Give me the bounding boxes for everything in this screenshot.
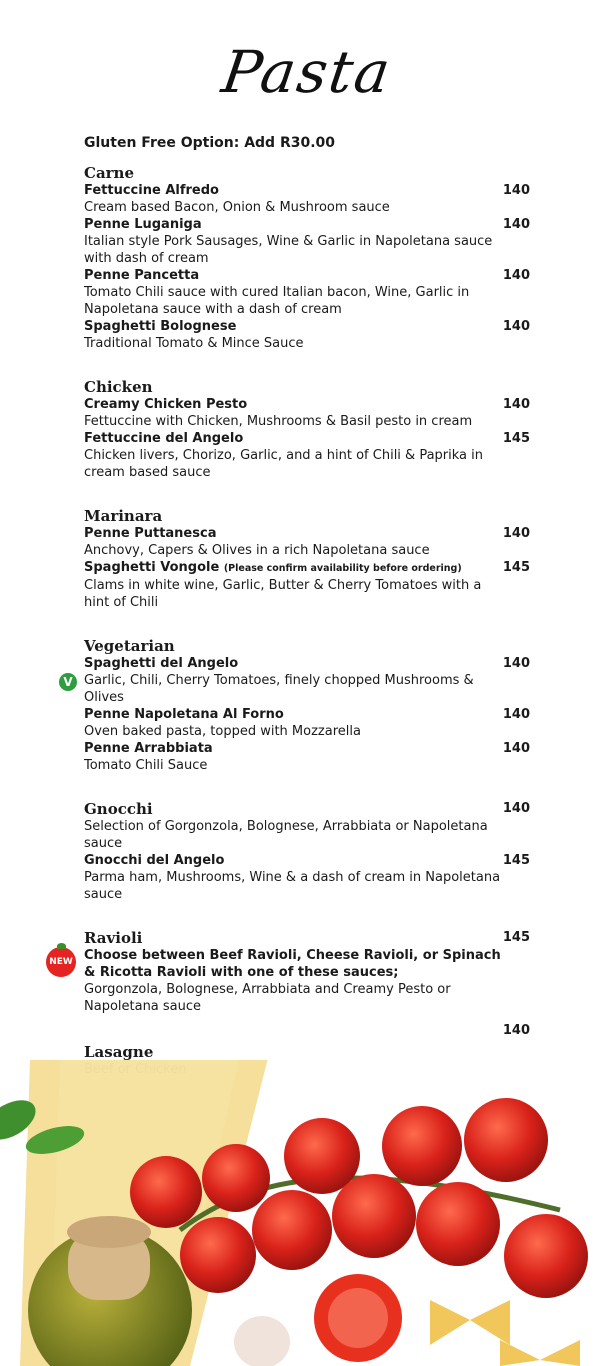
section-title: Marinara [84,507,163,525]
item-desc: Parma ham, Mushrooms, Wine & a dash of cream in Napoletana sauce [84,870,501,902]
section-title: Gnocchi 140 [84,800,530,818]
item-desc: Italian style Pork Sausages, Wine & Garlic in Napoletana sauce with dash of cream [84,234,493,266]
item-name: Spaghetti Vongole [84,560,220,575]
item-desc: Gorgonzola, Bolognese, Arrabbiata and Creamy Pesto or Napoletana sauce [84,982,451,1014]
item-desc: Tomato Chili sauce with cured Italian bacon, Wine, Garlic in Napoletana sauce with a dash of cream [84,285,470,317]
section-marinara [84,507,530,611]
item-name: Creamy Chicken Pesto [84,397,248,412]
section-title: Vegetarian [84,637,175,655]
section-chicken [84,378,530,481]
section-title: Chicken [84,378,153,396]
menu-item [84,706,530,740]
menu-item [84,740,530,774]
item-desc: Oven baked pasta, topped with Mozzarella [84,724,361,739]
item-price: 145 [502,431,530,446]
new-badge: NEW [46,947,76,977]
item-name: Fettuccine Alfredo [84,183,219,198]
item-price: 140 [502,526,530,541]
item-desc: Fettuccine with Chicken, Mushrooms & Basil pesto in cream [84,414,473,429]
item-desc: Traditional Tomato & Mince Sauce [84,336,304,351]
item-price: 140 [502,268,530,283]
menu-item [84,852,530,903]
item-price: 140 [502,656,530,671]
item-price: 145 [502,930,530,945]
section-gnocchi [84,800,530,903]
food-illustration-svg [0,1060,614,1366]
menu-item [84,525,530,559]
menu-item [84,430,530,481]
item-name: Gnocchi del Angelo [84,853,225,868]
section-title: Lasagne [84,1043,154,1061]
item-desc: Selection of Gorgonzola, Bolognese, Arrabbiata or Napoletana sauce [84,819,488,851]
item-desc: Clams in white wine, Garlic, Butter & Cherry Tomatoes with a hint of Chili [84,578,482,610]
availability-note: (Please confirm availability before ordering) [223,563,462,574]
section-vegetarian [63,637,530,774]
item-price: 140 [502,217,530,232]
item-price: 140 [502,319,530,334]
menu-item [84,559,530,611]
item-name: Penne Pancetta [84,268,200,283]
gluten-free-notice: Gluten Free Option: Add R30.00 [84,135,336,151]
item-price: 140 [502,801,530,816]
item-name: Penne Arrabbiata [84,741,213,756]
section-title: Ravioli 145 [84,929,530,947]
item-name: Penne Luganiga [84,217,202,232]
item-desc: Garlic, Chili, Cherry Tomatoes, finely chopped Mushrooms & Olives [84,673,474,705]
menu [49,164,530,1104]
section-ravioli [49,929,530,1015]
menu-item [63,655,530,706]
item-name: Penne Puttanesca [84,526,217,541]
item-name: Penne Napoletana Al Forno [84,707,284,722]
vegetarian-icon: V [59,673,77,691]
item-price: 145 [502,853,530,868]
item-desc: Chicken livers, Chorizo, Garlic, and a hint of Chili & Paprika in cream based sauce [84,448,484,480]
item-name: Spaghetti del Angelo [84,656,239,671]
page-title: Pasta [217,38,397,106]
item-name: Fettuccine del Angelo [84,431,244,446]
menu-item [84,396,530,430]
item-desc: Tomato Chili Sauce [84,758,208,773]
item-price: 140 [502,707,530,722]
garlic-icon [234,1316,290,1366]
item-name: Spaghetti Bolognese [84,319,237,334]
item-price: 140 [502,183,530,198]
menu-item [84,318,530,352]
item-desc: Cream based Bacon, Onion & Mushroom sauce [84,200,390,215]
item-desc: Anchovy, Capers & Olives in a rich Napoletana sauce [84,543,430,558]
item-price: 140 [502,397,530,412]
farfalle-pasta-icon [430,1300,580,1366]
item-price: 140 [502,1023,530,1038]
section-carne [84,164,530,352]
food-illustration [0,1060,614,1366]
menu-item [84,267,530,318]
ravioli-options: Choose between Beef Ravioli, Cheese Ravioli, or Spinach & Ricotta Ravioli with one of these sauces; [84,948,501,980]
menu-item [84,182,530,216]
item-price: 140 [502,741,530,756]
section-title: Carne [84,164,135,182]
menu-item [84,216,530,267]
item-price: 145 [502,560,530,575]
